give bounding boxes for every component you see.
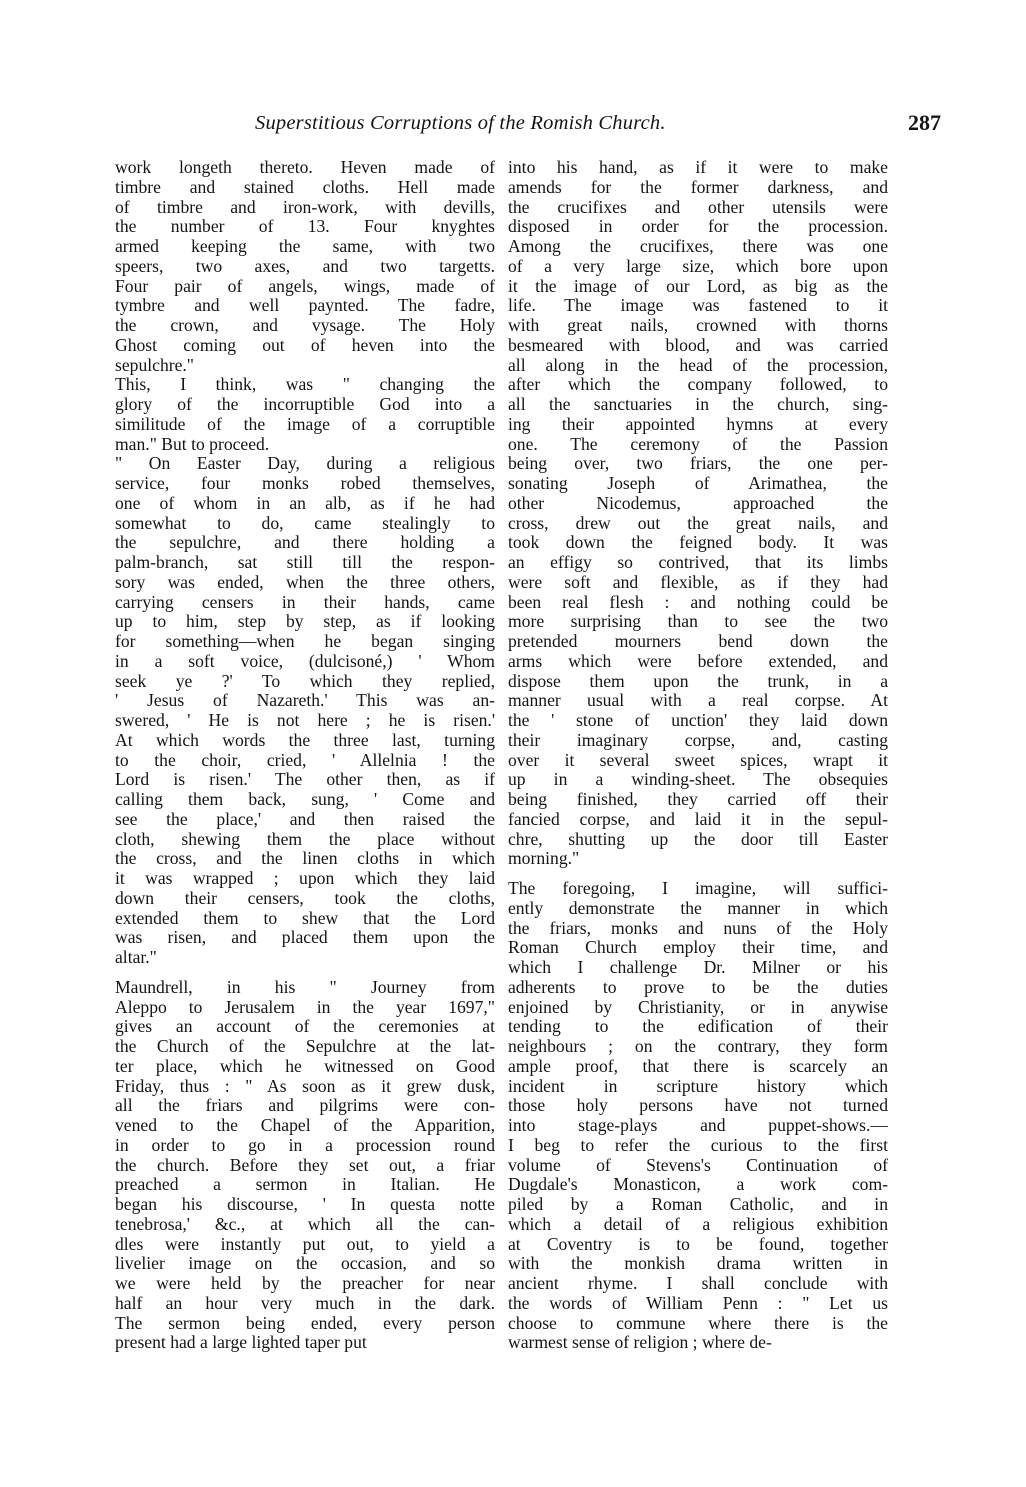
page-number: 287: [908, 110, 941, 135]
text-line: see the place,' and then raised the: [115, 808, 495, 829]
text-line: the words of William Penn : " Let us: [508, 1292, 888, 1313]
text-line: the sepulchre, and there holding a: [115, 532, 495, 553]
text-line: all the friars and pilgrims were con-: [115, 1095, 495, 1116]
text-line: adherents to prove to be the duties: [508, 976, 888, 997]
text-line: the ' stone of unction' they laid down: [508, 710, 888, 730]
text-line: began his discourse, ' In questa notte: [115, 1194, 495, 1214]
text-line: " On Easter Day, during a religious: [115, 453, 495, 474]
text-line: into stage-plays and puppet-shows.—: [508, 1115, 888, 1135]
text-line: choose to commune where there is the: [508, 1312, 888, 1333]
text-line: somewhat to do, came stealingly to: [115, 512, 495, 533]
text-line: into his hand, as if it were to make: [508, 157, 888, 177]
text-line: Among the crucifixes, there was one: [508, 236, 888, 256]
text-line: seek ye ?' To which they replied,: [115, 670, 495, 691]
text-line: Ghost coming out of heven into the: [115, 334, 495, 355]
text-line: tending to the edification of their: [508, 1016, 888, 1037]
text-line: we were held by the preacher for near: [115, 1273, 495, 1293]
text-line: the Church of the Sepulchre at the lat-: [115, 1036, 495, 1056]
text-line: warmest sense of religion ; where de-: [508, 1332, 772, 1353]
running-title: Superstitious Corruptions of the Romish Church.: [255, 112, 666, 134]
text-line: all along in the head of the procession,: [508, 354, 888, 375]
text-line: The foregoing, I imagine, will suffici-: [508, 878, 888, 898]
text-line: sepulchre.": [115, 354, 194, 375]
text-line: ancient rhyme. I shall conclude with: [508, 1273, 888, 1293]
text-line: disposed in order for the procession.: [508, 216, 888, 237]
text-line: tymbre and well paynted. The fadre,: [115, 295, 495, 316]
text-line: it was wrapped ; upon which they laid: [115, 868, 495, 888]
text-line: timbre and stained cloths. Hell made: [115, 176, 495, 197]
text-line: more surprising than to see the two: [508, 611, 888, 632]
text-line: the crucifixes and other utensils were: [508, 196, 888, 217]
text-line: similitude of the image of a corruptible: [115, 413, 495, 434]
text-line: the church. Before they set out, a friar: [115, 1154, 495, 1175]
text-line: dles were instantly put out, to yield a: [115, 1233, 495, 1254]
text-line: arms which were before extended, and: [508, 650, 888, 671]
text-line: man." But to proceed.: [115, 433, 270, 454]
text-line: one. The ceremony of the Passion: [508, 433, 888, 454]
text-line: for something—when he began singing: [115, 631, 495, 651]
text-line: was risen, and placed them upon the: [115, 927, 495, 948]
text-line: Maundrell, in his " Journey from: [115, 976, 495, 997]
text-line: besmeared with blood, and was carried: [508, 334, 888, 355]
text-line: being over, two friars, the one per-: [508, 453, 888, 474]
text-line: amends for the former darkness, and: [508, 176, 888, 197]
text-line: work longeth thereto. Heven made of: [115, 157, 495, 177]
text-line: manner usual with a real corpse. At: [508, 690, 888, 711]
text-line: calling them back, sung, ' Come and: [115, 789, 495, 809]
text-line: in order to go in a procession round: [115, 1134, 495, 1155]
text-line: sory was ended, when the three others,: [115, 571, 495, 592]
text-line: of a very large size, which bore upon: [508, 255, 888, 276]
left-column: [115, 158, 495, 1353]
text-line: At which words the three last, turning: [115, 729, 495, 750]
text-line: Roman Church employ their time, and: [508, 937, 888, 958]
text-line: The sermon being ended, every person: [115, 1312, 495, 1333]
text-line: being finished, they carried off their: [508, 789, 888, 809]
text-line: at Coventry is to be found, together: [508, 1233, 888, 1254]
text-line: vened to the Chapel of the Apparition,: [115, 1115, 495, 1135]
text-line: enjoined by Christianity, or in anywise: [508, 996, 888, 1017]
text-line: down their censers, took the cloths,: [115, 887, 495, 908]
text-line: This, I think, was " changing the: [115, 374, 495, 395]
text-line: life. The image was fastened to it: [508, 295, 888, 316]
text-line: chre, shutting up the door till Easter: [508, 828, 888, 849]
text-line: morning.": [508, 848, 580, 869]
right-column: [508, 158, 888, 1353]
text-line: piled by a Roman Catholic, and in: [508, 1194, 888, 1214]
text-line: ' Jesus of Nazareth.' This was an-: [115, 690, 495, 711]
text-line: speers, two axes, and two targetts.: [115, 255, 495, 276]
text-line: armed keeping the same, with two: [115, 236, 495, 256]
text-line: half an hour very much in the dark.: [115, 1292, 495, 1313]
text-line: extended them to shew that the Lord: [115, 907, 495, 928]
text-line: volume of Stevens's Continuation of: [508, 1154, 888, 1175]
text-line: ter place, which he witnessed on Good: [115, 1055, 495, 1076]
text-line: service, four monks robed themselves,: [115, 473, 495, 493]
text-line: livelier image on the occasion, and so: [115, 1253, 495, 1274]
text-line: after which the company followed, to: [508, 374, 888, 395]
text-line: which a detail of a religious exhibition: [508, 1213, 888, 1234]
text-line: incident in scripture history which: [508, 1075, 888, 1096]
text-line: fancied corpse, and laid it in the sepul-: [508, 808, 888, 829]
text-line: tenebrosa,' &c., at which all the can-: [115, 1213, 495, 1234]
text-line: with great nails, crowned with thorns: [508, 315, 888, 335]
text-line: in a soft voice, (dulcisoné,) ' Whom: [115, 650, 495, 671]
text-line: swered, ' He is not here ; he is risen.': [115, 710, 495, 730]
text-line: neighbours ; on the contrary, they form: [508, 1036, 888, 1056]
text-line: one of whom in an alb, as if he had: [115, 492, 495, 513]
text-line: Aleppo to Jerusalem in the year 1697,": [115, 996, 495, 1017]
text-line: up to him, step by step, as if looking: [115, 611, 495, 632]
text-line: Dugdale's Monasticon, a work com-: [508, 1174, 888, 1195]
text-line: dispose them upon the trunk, in a: [508, 670, 888, 691]
text-line: cross, drew out the great nails, and: [508, 512, 888, 533]
text-line: which I challenge Dr. Milner or his: [508, 957, 888, 977]
text-line: glory of the incorruptible God into a: [115, 394, 495, 414]
text-line: those holy persons have not turned: [508, 1095, 888, 1116]
text-line: were soft and flexible, as if they had: [508, 571, 888, 592]
text-line: Four pair of angels, wings, made of: [115, 275, 495, 296]
text-line: Lord is risen.' The other then, as if: [115, 769, 495, 790]
text-line: took down the feigned body. It was: [508, 532, 888, 553]
text-line: preached a sermon in Italian. He: [115, 1174, 495, 1195]
text-line: sonating Joseph of Arimathea, the: [508, 473, 888, 493]
text-line: I beg to refer the curious to the first: [508, 1134, 888, 1155]
text-line: other Nicodemus, approached the: [508, 492, 888, 513]
text-line: their imaginary corpse, and, casting: [508, 729, 888, 750]
text-line: an effigy so contrived, that its limbs: [508, 552, 888, 572]
text-line: been real flesh : and nothing could be: [508, 591, 888, 612]
text-line: the friars, monks and nuns of the Holy: [508, 917, 888, 938]
text-line: gives an account of the ceremonies at: [115, 1016, 495, 1037]
text-line: cloth, shewing them the place without: [115, 828, 495, 849]
text-line: carrying censers in their hands, came: [115, 591, 495, 612]
text-line: present had a large lighted taper put: [115, 1332, 367, 1353]
text-line: ently demonstrate the manner in which: [508, 897, 888, 918]
text-line: up in a winding-sheet. The obsequies: [508, 769, 888, 790]
text-line: pretended mourners bend down the: [508, 631, 888, 651]
text-line: altar.": [115, 947, 157, 967]
text-line: ample proof, that there is scarcely an: [508, 1055, 888, 1076]
text-line: of timbre and iron-work, with devills,: [115, 196, 495, 217]
text-line: ing their appointed hymns at every: [508, 413, 888, 434]
text-line: it the image of our Lord, as big as the: [508, 275, 888, 296]
text-line: to the choir, cried, ' Allelnia ! the: [115, 749, 495, 770]
text-line: over it several sweet spices, wrapt it: [508, 749, 888, 770]
text-line: the number of 13. Four knyghtes: [115, 216, 495, 237]
text-line: with the monkish drama written in: [508, 1253, 888, 1274]
text-line: all the sanctuaries in the church, sing-: [508, 394, 888, 414]
text-line: palm-branch, sat still till the respon-: [115, 552, 495, 572]
text-line: the cross, and the linen cloths in which: [115, 848, 495, 869]
text-line: Friday, thus : " As soon as it grew dusk,: [115, 1075, 495, 1096]
text-line: the crown, and vysage. The Holy: [115, 315, 495, 335]
